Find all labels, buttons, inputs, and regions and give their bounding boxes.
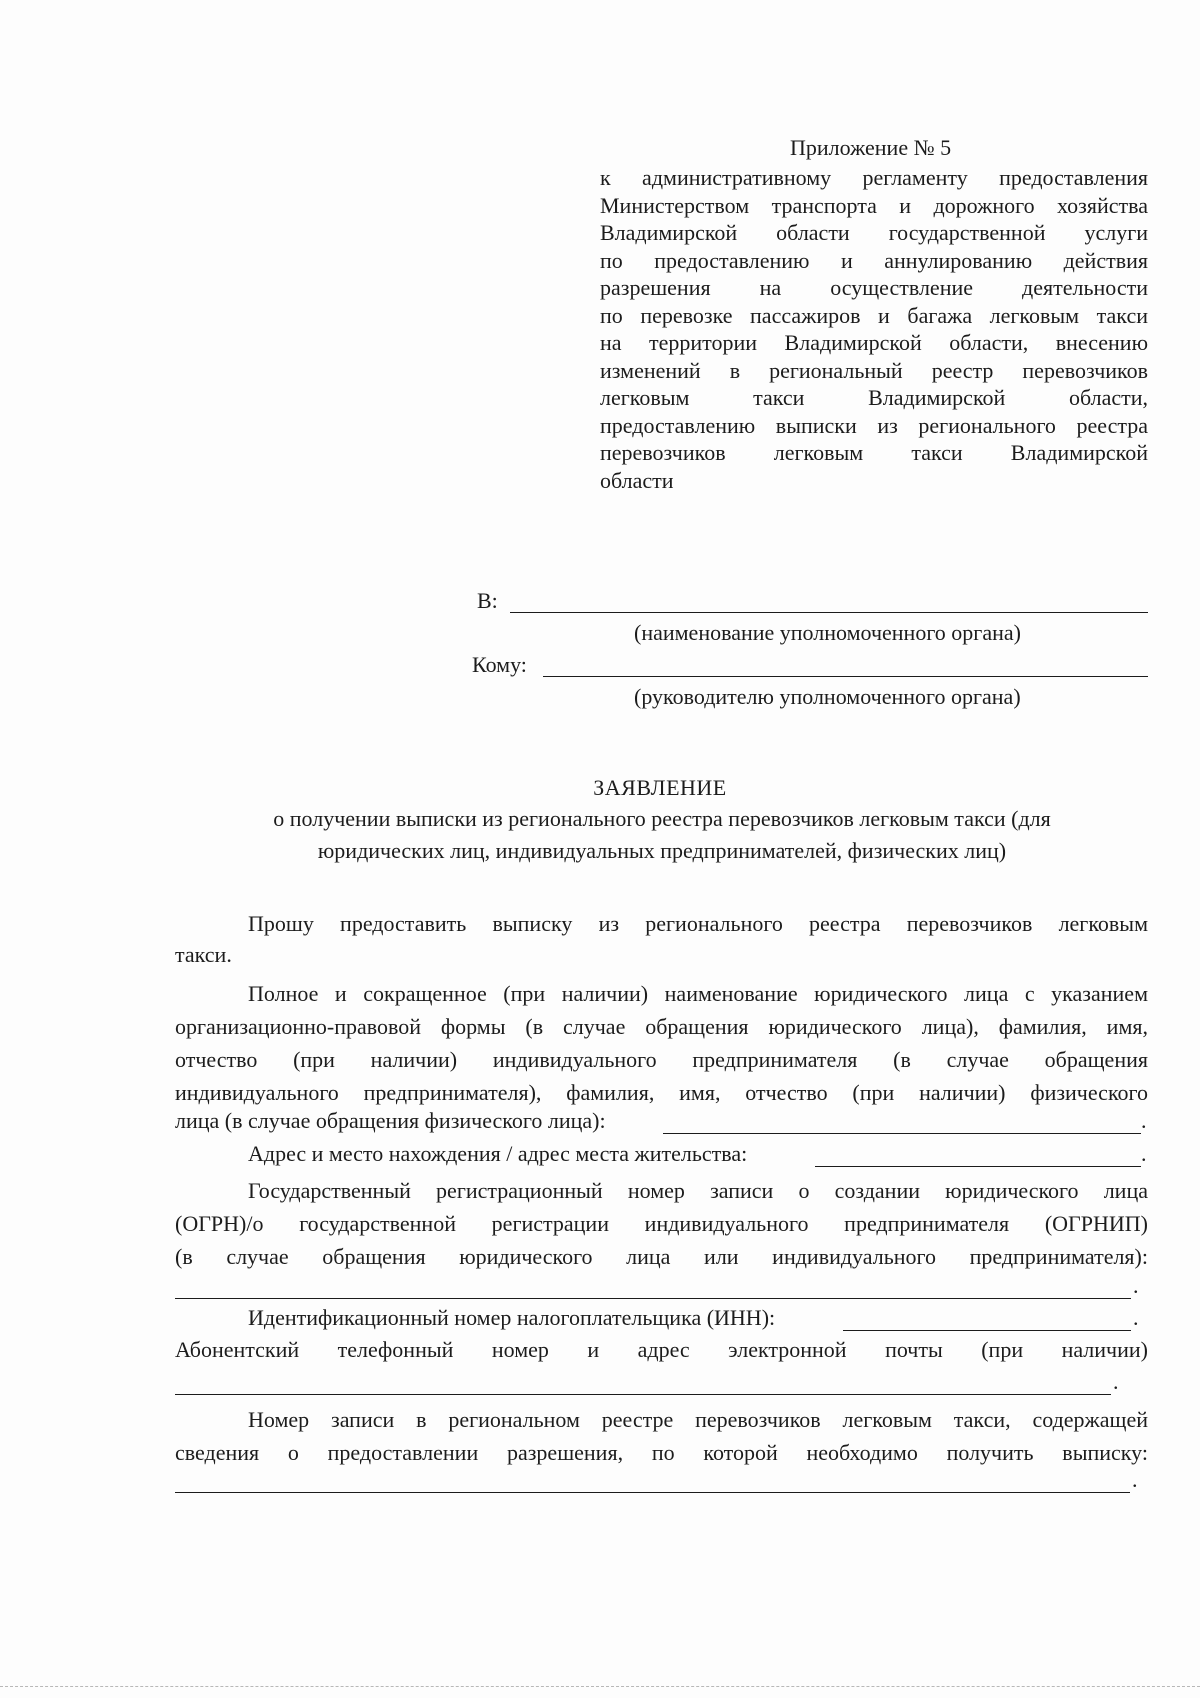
appendix-line: перевозчиков легковым такси Владимирской: [600, 440, 1148, 465]
appendix-line: по предоставлению и аннулированию действия: [600, 247, 1148, 273]
applicant-name-row: [175, 1108, 1148, 1140]
whom-label: Кому:: [472, 652, 527, 677]
appendix-line: на территории Владимирской области, внесению: [600, 330, 1148, 355]
address-field[interactable]: [815, 1166, 1141, 1167]
paragraph-request: [175, 911, 1148, 937]
document-title: ЗАЯВЛЕНИЕ: [593, 775, 727, 800]
appendix-line: предоставлению выписки из регионального реестра: [600, 412, 1148, 438]
text-line: сведения о предоставлении разрешения, по которой необходимо получить выписку:: [175, 1440, 1148, 1465]
text-line: организационно-правовой формы (в случае обращения юридического лица), фамилия, имя,: [175, 1014, 1148, 1039]
to-label: В:: [477, 588, 498, 613]
paragraph-ogrn: [175, 1174, 1148, 1273]
appendix-title: Приложение № 5: [790, 135, 952, 160]
text-line: Идентификационный номер налогоплательщика (ИНН):: [248, 1305, 776, 1330]
text-line: Адрес и место нахождения / адрес места жительства:: [248, 1141, 748, 1166]
text-line: индивидуального предпринимателя), фамилия, имя, отчество (при наличии) физического: [175, 1080, 1148, 1105]
applicant-name-field[interactable]: [663, 1133, 1141, 1134]
text-line: Номер записи в региональном реестре перевозчиков легковым такси, содержащей: [248, 1407, 1148, 1432]
appendix-text: [600, 164, 1148, 494]
ogrn-field[interactable]: [175, 1298, 1131, 1299]
contacts-field[interactable]: [175, 1394, 1111, 1395]
scan-edge-divider: [0, 1686, 1200, 1687]
record-number-row: [175, 1467, 1148, 1499]
contacts-row: [175, 1369, 1148, 1401]
address-row: [175, 1141, 1148, 1173]
appendix-line: по перевозке пассажиров и багажа легковым такси: [600, 302, 1148, 328]
to-field[interactable]: [510, 584, 1148, 613]
inn-row: [175, 1305, 1148, 1337]
whom-field[interactable]: [543, 648, 1148, 677]
record-number-field[interactable]: [175, 1492, 1130, 1493]
text-line: лица (в случае обращения физического лица):: [175, 1108, 606, 1133]
text-line: (в случае обращения юридического лица или индивидуального предпринимателя):: [175, 1244, 1148, 1269]
appendix-line: к административному регламенту предоставления: [600, 165, 1148, 190]
whom-caption: (руководителю уполномоченного органа): [634, 684, 1021, 709]
text-line: Абонентский телефонный номер и адрес электронной почты (при наличии): [175, 1337, 1148, 1362]
period: .: [1141, 1108, 1147, 1133]
period: .: [1133, 1305, 1139, 1330]
appendix-line: изменений в региональный реестр перевозчиков: [600, 357, 1148, 383]
period: .: [1141, 1141, 1147, 1166]
document-subtitle: о получении выписки из регионального реестра перевозчиков легковым такси (для юридических лиц, индивидуальных предпринимателей, физических лиц): [273, 806, 1051, 863]
appendix-line: области: [600, 467, 674, 493]
paragraph-record-number: [175, 1403, 1148, 1469]
inn-field[interactable]: [843, 1330, 1131, 1331]
appendix-line: легковым такси Владимирской области,: [600, 385, 1148, 410]
text-line: (ОГРН)/о государственной регистрации индивидуального предпринимателя (ОГРНИП): [175, 1211, 1148, 1236]
text-line: Государственный регистрационный номер записи о создании юридического лица: [248, 1178, 1148, 1203]
text-line: Полное и сокращенное (при наличии) наименование юридического лица с указанием: [248, 981, 1148, 1006]
text-line-row: [175, 942, 1148, 974]
ogrn-row: [175, 1273, 1148, 1305]
period: .: [1133, 1273, 1139, 1298]
appendix-line: разрешения на осуществление деятельности: [600, 275, 1148, 300]
to-caption: (наименование уполномоченного органа): [634, 620, 1021, 645]
text-line: такси.: [175, 942, 232, 967]
appendix-line: Владимирской области государственной услуги: [600, 220, 1148, 245]
period: .: [1113, 1369, 1119, 1394]
appendix-line: Министерством транспорта и дорожного хозяйства: [600, 192, 1148, 218]
text-line: отчество (при наличии) индивидуального предпринимателя (в случае обращения: [175, 1047, 1148, 1072]
paragraph-applicant-name: [175, 977, 1148, 1109]
period: .: [1132, 1467, 1138, 1492]
text-line: Прошу предоставить выписку из регионального реестра перевозчиков легковым: [248, 911, 1148, 936]
paragraph-contacts: [175, 1337, 1148, 1363]
